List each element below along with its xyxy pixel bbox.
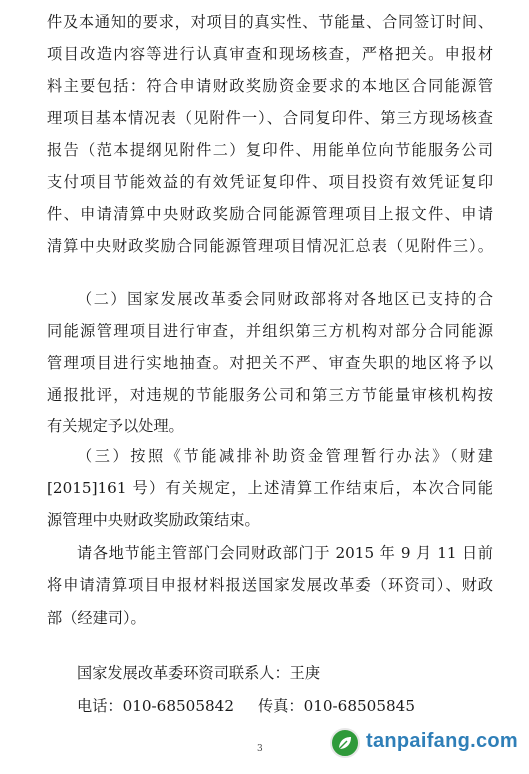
text-line: 支付项目节能效益的有效凭证复印件、项目投资有效凭证复印	[47, 173, 493, 191]
text-line: 件、申请清算中央财政奖励合同能源管理项目上报文件、申请	[47, 205, 493, 223]
text-line: 管理项目进行实地抽查。对把关不严、审查失职的地区将予以	[47, 354, 493, 372]
text-line: 同能源管理项目进行审查，并组织第三方机构对部分合同能源	[47, 322, 493, 340]
text-line: （二）国家发展改革委会同财政部将对各地区已支持的合	[77, 290, 493, 308]
text-line: 有关规定予以处理。	[47, 417, 184, 435]
text-line: 件及本通知的要求，对项目的真实性、节能量、合同签订时间、	[47, 13, 493, 31]
text-line: 部（经建司）。	[47, 609, 146, 627]
text-line: 理项目基本情况表（见附件一）、合同复印件、第三方现场核查	[47, 109, 493, 127]
watermark-logo	[330, 726, 520, 760]
text-line: 请各地节能主管部门会同财政部门于 2015 年 9 月 11 日前	[77, 544, 493, 562]
page-number: 3	[257, 744, 263, 754]
text-line: 料主要包括：符合申请财政奖励资金要求的本地区合同能源管	[47, 77, 493, 95]
text-line: 源管理中央财政奖励政策结束。	[47, 511, 260, 529]
text-line: [2015]161 号）有关规定，上述清算工作结束后，本次合同能	[47, 479, 493, 497]
text-line: 报告（范本提纲见附件二）复印件、用能单位向节能服务公司	[47, 141, 493, 159]
text-line: 清算中央财政奖励合同能源管理项目情况汇总表（见附件三）。	[47, 237, 493, 255]
text-line: 将申请清算项目申报材料报送国家发展改革委（环资司）、财政	[47, 576, 493, 594]
text-line: 项目改造内容等进行认真审查和现场核查，严格把关。申报材	[47, 45, 493, 63]
contact-person: 国家发展改革委环资司联系人：王庚	[77, 664, 320, 682]
contact-phone: 电话：010-68505842	[77, 697, 234, 715]
leaf-icon	[330, 728, 360, 758]
text-line: 通报批评，对违规的节能服务公司和第三方节能量审核机构按	[47, 386, 493, 404]
watermark-text: tanpaifang.com	[366, 730, 518, 752]
text-line: （三）按照《节能减排补助资金管理暂行办法》（财建	[77, 447, 493, 465]
contact-fax: 传真：010-68505845	[258, 697, 415, 715]
